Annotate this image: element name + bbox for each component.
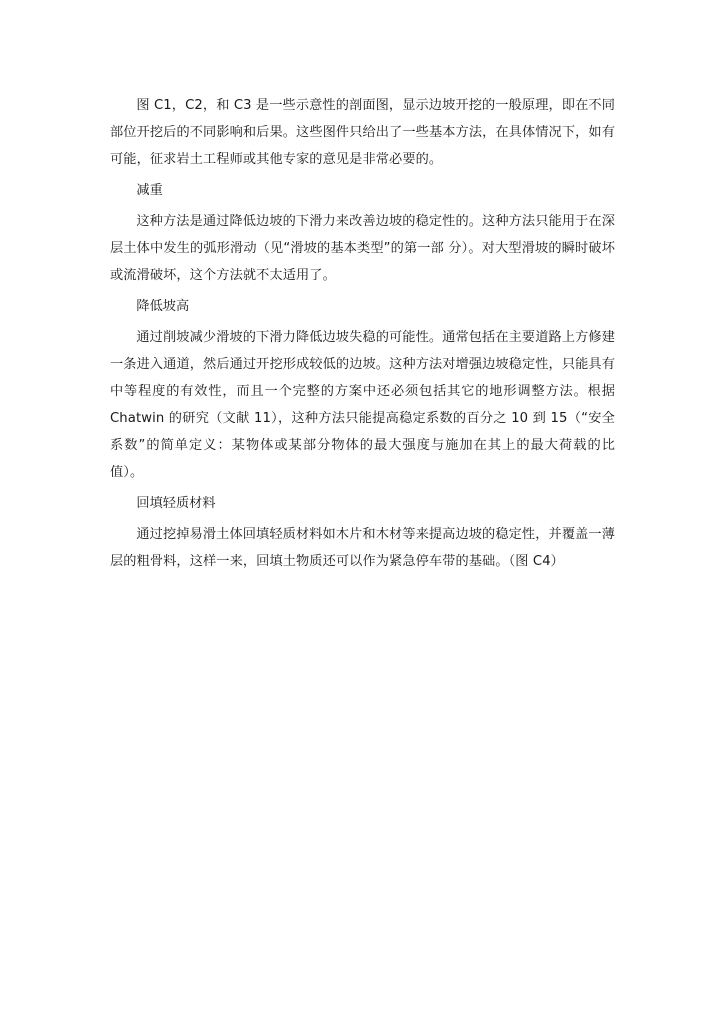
section-paragraph-weight-reduction: 这种方法是通过降低边坡的下滑力来改善边坡的稳定性的。这种方法只能用于在深层土体中发生的弧形滑动（见“滑坡的基本类型”的第一部 分）。对大型滑坡的瞬时破坏或流滑破坏，这个方法就不太适用了。 — [110, 214, 615, 283]
document-body — [110, 92, 615, 575]
section-paragraph-lower-slope-height: 通过削坡减少滑坡的下滑力降低边坡失稳的可能性。通常包括在主要道路上方修建一条进入通道，然后通过开挖形成较低的边坡。这种方法对增强边坡稳定性，只能具有中等程度的有效性，而且一个完整的方案中还必须包括其它的地形调整方法。根据 Chatwin 的研究（文献 11），这种方法只能提高稳定系数的百分之 10 到 15（“安全系数”的简单定义：某物体或某部分物体的最大强度与施加在其上的最大荷载的比值）。 — [110, 330, 615, 480]
section-heading-lightweight-fill: 回填轻质材料 — [136, 496, 216, 511]
section-heading-weight-reduction: 减重 — [136, 183, 163, 198]
intro-paragraph: 图 C1，C2，和 C3 是一些示意性的剖面图，显示边坡开挖的一般原理，即在不同部位开挖后的不同影响和后果。这些图件只给出了一些基本方法，在具体情况下，如有可能，征求岩土工程师或其他专家的意见是非常必要的。 — [110, 98, 615, 167]
section-heading-lower-slope-height: 降低坡高 — [136, 299, 190, 314]
section-paragraph-lightweight-fill: 通过挖掉易滑土体回填轻质材料如木片和木材等来提高边坡的稳定性，并覆盖一薄层的粗骨料，这样一来，回填土物质还可以作为紧急停车带的基础。（图 C4） — [110, 527, 615, 569]
